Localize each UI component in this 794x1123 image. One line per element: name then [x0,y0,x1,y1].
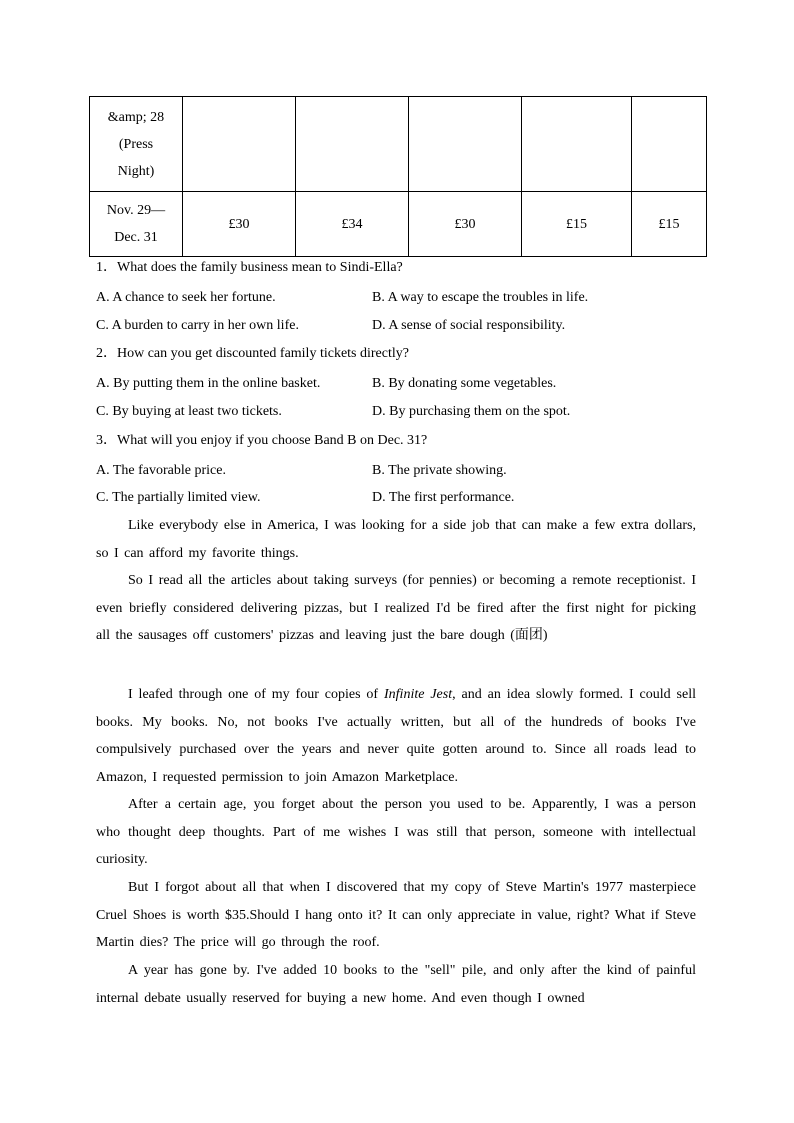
option-b: B. The private showing. [372,463,507,478]
option-c: C. The partially limited view. [96,490,261,505]
table-row [90,97,707,192]
question-stem: 1．What does the family business mean to Sindi-Ella? [96,260,403,275]
table-cell [296,97,409,192]
option-c: C. By buying at least two tickets. [96,404,282,419]
passage-paragraph: But I forgot about all that when I discovered that my copy of Steve Martin's 1977 masterpiece Cruel Shoes is worth $35.Should I hang onto it? It can only appreciate in value, right? What if Steve Martin dies? The price will go through the roof. [96,880,696,951]
date-text: &amp; 28 [107,109,165,125]
passage-paragraph [96,681,696,791]
table-row [90,192,707,257]
passage-paragraph: After a certain age, you forget about the person you used to be. Apparently, I was a person who thought deep thoughts. Part of me wishes I was still that person, someone with intellectual curiosity. [96,797,696,868]
question-stem: 2．How can you get discounted family tickets directly? [96,346,409,361]
passage-paragraph: A year has gone by. I've added 10 books to the "sell" pile, and only after the kind of painful internal debate usually reserved for buying a new home. And even though I owned [96,963,696,1006]
option-a: A. By putting them in the online basket. [96,376,321,391]
date-text: (Press [118,136,154,152]
price-cell: £15 [632,192,707,257]
option-d: D. The first performance. [372,490,515,505]
price-cell: £30 [409,192,522,257]
option-b: B. By donating some vegetables. [372,376,557,391]
question-stem: 3．What will you enjoy if you choose Band B on Dec. 31? [96,433,428,448]
option-c: C. A burden to carry in her own life. [96,318,299,333]
paragraph-text: I leafed through one of my four copies of [128,687,384,702]
table-cell [632,97,707,192]
table-cell [522,97,632,192]
option-d: D. By purchasing them on the spot. [372,404,571,419]
passage-paragraph: So I read all the articles about taking surveys (for pennies) or becoming a remote receptionist. I even briefly considered delivering pizzas, but I realized I'd be fired after the first night for picking all the sausages off customers' pizzas and leaving just the bare dough (面团) [96,573,696,644]
date-text: Night) [117,163,155,179]
book-title: Infinite Jest [384,687,453,702]
option-a: A. The favorable price. [96,463,226,478]
option-a: A. A chance to seek her fortune. [96,290,276,305]
option-d: D. A sense of social responsibility. [372,318,566,333]
table-cell [409,97,522,192]
passage-paragraph: Like everybody else in America, I was looking for a side job that can make a few extra dollars, so I can afford my favorite things. [96,518,696,561]
option-b: B. A way to escape the troubles in life. [372,290,589,305]
ticket-price-table [89,96,707,257]
price-cell: £15 [522,192,632,257]
price-cell: £30 [183,192,296,257]
date-text: Dec. 31 [114,230,158,245]
date-text: Nov. 29— [106,203,166,218]
date-cell [90,97,183,192]
price-cell: £34 [296,192,409,257]
table-cell [183,97,296,192]
paragraph-text: , and an idea slowly formed. I could sell books. My books. No, not books I've actually written, but all of the hundreds of books I've compulsively purchased over the years and never quite gotten around to. Since all roads lead to Amazon, I requested permission to join Amazon Marketplace. [96,687,697,785]
date-cell [90,192,183,257]
